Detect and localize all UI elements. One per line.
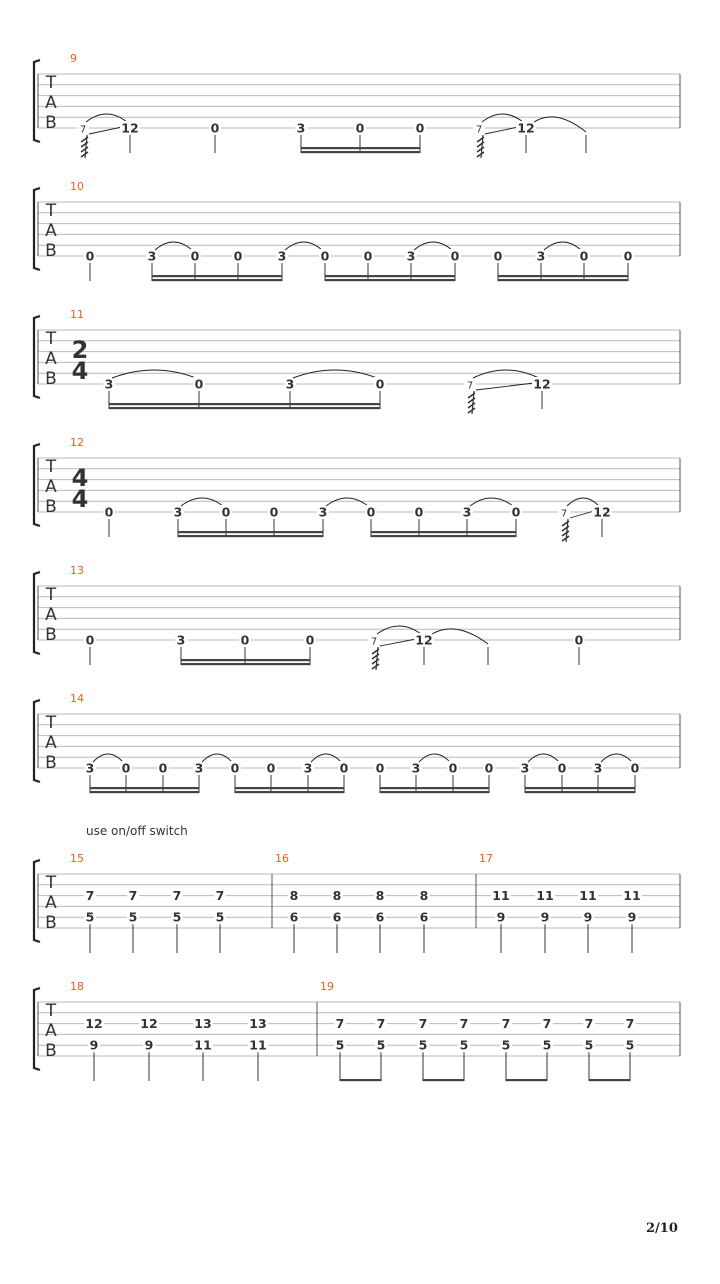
slur	[544, 242, 581, 250]
grace-hatch	[477, 152, 484, 157]
beam	[90, 787, 199, 789]
fret-number: 9	[144, 1037, 154, 1053]
fret-number: 7	[466, 380, 474, 392]
fret-number: 0	[579, 248, 589, 264]
fret-number: 3	[318, 504, 328, 520]
fret-number: 0	[190, 248, 200, 264]
fret-number: 0	[363, 248, 373, 264]
time-signature-numerator: 2	[71, 336, 89, 364]
fret-number: 0	[339, 760, 349, 776]
beam	[152, 275, 282, 277]
fret-number: 5	[172, 909, 182, 925]
fret-number: 0	[623, 248, 633, 264]
slur	[293, 370, 377, 378]
measure-number: 13	[70, 564, 84, 577]
fret-number: 11	[623, 888, 641, 904]
fret-number: 0	[85, 248, 95, 264]
fret-number: 0	[240, 632, 250, 648]
annotation-use-on-off-switch: use on/off switch	[86, 824, 188, 838]
beam	[371, 531, 516, 533]
fret-number: 11	[579, 888, 597, 904]
slur	[528, 754, 559, 762]
fret-number: 5	[625, 1037, 635, 1053]
tab-clef-letter-t: T	[45, 873, 57, 893]
measure-number: 9	[70, 52, 77, 65]
fret-number: 0	[121, 760, 131, 776]
fret-number: 3	[536, 248, 546, 264]
fret-number: 0	[85, 632, 95, 648]
beam	[589, 1079, 630, 1081]
fret-number: 3	[303, 760, 313, 776]
slur	[326, 498, 368, 506]
measure-number: 12	[70, 436, 84, 449]
fret-number: 9	[627, 909, 637, 925]
slur	[470, 498, 513, 506]
fret-number: 5	[418, 1037, 428, 1053]
grace-hatch	[81, 147, 88, 152]
measure-number: 18	[70, 980, 84, 993]
fret-number: 3	[194, 760, 204, 776]
tab-clef-letter-t: T	[45, 713, 57, 733]
fret-number: 12	[415, 632, 433, 648]
fret-number: 7	[128, 888, 138, 904]
fret-number: 7	[625, 1016, 635, 1032]
tab-clef-letter-a: A	[45, 349, 57, 369]
beam	[235, 787, 344, 789]
beam	[380, 791, 489, 793]
fret-number: 0	[415, 120, 425, 136]
fret-number: 3	[406, 248, 416, 264]
fret-number: 8	[375, 888, 385, 904]
tab-clef-letter-t: T	[45, 201, 57, 221]
slur	[473, 370, 539, 378]
grace-hatch	[562, 526, 569, 531]
beam	[109, 403, 380, 405]
measure-number: 17	[479, 852, 493, 865]
fret-number: 11	[492, 888, 510, 904]
beam	[152, 279, 282, 281]
fret-number: 12	[85, 1016, 103, 1032]
system-bracket	[34, 860, 40, 942]
grace-hatch	[477, 147, 484, 152]
system-bracket	[34, 188, 40, 270]
fret-number: 5	[501, 1037, 511, 1053]
tab-clef-letter-b: B	[45, 625, 57, 645]
fret-number: 5	[215, 909, 225, 925]
tab-clef-letter-a: A	[45, 221, 57, 241]
fret-number: 7	[475, 124, 483, 136]
slur	[414, 242, 452, 250]
fret-number: 0	[210, 120, 220, 136]
fret-number: 3	[285, 376, 295, 392]
fret-number: 5	[128, 909, 138, 925]
grace-hatch	[562, 536, 569, 541]
fret-number: 3	[411, 760, 421, 776]
fret-number: 0	[375, 760, 385, 776]
tab-clef-letter-b: B	[45, 113, 57, 133]
fret-number: 0	[305, 632, 315, 648]
beam	[423, 1079, 464, 1081]
fret-number: 7	[370, 636, 378, 648]
slur	[93, 754, 123, 762]
measure-number: 19	[320, 980, 334, 993]
fret-number: 0	[320, 248, 330, 264]
beam	[506, 1079, 547, 1081]
fret-number: 0	[484, 760, 494, 776]
fret-number: 3	[173, 504, 183, 520]
tab-clef-letter-t: T	[45, 73, 57, 93]
fret-number: 0	[630, 760, 640, 776]
fret-number: 6	[289, 909, 299, 925]
fret-number: 7	[85, 888, 95, 904]
fret-number: 0	[221, 504, 231, 520]
fret-number: 9	[540, 909, 550, 925]
tab-clef-letter-t: T	[45, 457, 57, 477]
fret-number: 3	[277, 248, 287, 264]
slur	[285, 242, 322, 250]
fret-number: 0	[194, 376, 204, 392]
measure-number: 14	[70, 692, 84, 705]
fret-number: 3	[147, 248, 157, 264]
fret-number: 5	[376, 1037, 386, 1053]
beam	[498, 275, 628, 277]
beam	[371, 535, 516, 537]
system-bracket	[34, 700, 40, 782]
tab-clef-letter-b: B	[45, 1041, 57, 1061]
time-signature-denominator: 4	[71, 357, 89, 385]
fret-number: 8	[332, 888, 342, 904]
fret-number: 12	[533, 376, 551, 392]
fret-number: 3	[593, 760, 603, 776]
grace-hatch	[562, 531, 569, 536]
slur	[311, 754, 341, 762]
fret-number: 7	[584, 1016, 594, 1032]
grace-hatch	[372, 659, 379, 664]
system-bracket	[34, 60, 40, 142]
grace-hatch	[468, 408, 475, 413]
fret-number: 6	[375, 909, 385, 925]
slur	[202, 754, 232, 762]
beam	[325, 275, 455, 277]
slur	[181, 498, 223, 506]
fret-number: 7	[459, 1016, 469, 1032]
fret-number: 5	[584, 1037, 594, 1053]
slur	[601, 754, 632, 762]
fret-number: 7	[376, 1016, 386, 1032]
fret-number: 11	[536, 888, 554, 904]
beam	[181, 659, 310, 661]
fret-number: 11	[249, 1037, 267, 1053]
fret-number: 0	[511, 504, 521, 520]
fret-number: 12	[593, 504, 611, 520]
fret-number: 12	[517, 120, 535, 136]
measure-number: 16	[275, 852, 289, 865]
tab-clef-letter-t: T	[45, 585, 57, 605]
tab-clef-letter-t: T	[45, 1001, 57, 1021]
beam	[340, 1079, 381, 1081]
slur	[112, 370, 196, 378]
beam	[525, 787, 635, 789]
time-signature-denominator: 4	[71, 485, 89, 513]
fret-number: 9	[583, 909, 593, 925]
slur	[155, 242, 192, 250]
fret-number: 0	[414, 504, 424, 520]
fret-number: 0	[158, 760, 168, 776]
system-bracket	[34, 988, 40, 1070]
beam	[235, 791, 344, 793]
fret-number: 13	[249, 1016, 267, 1032]
fret-number: 0	[355, 120, 365, 136]
tab-clef-letter-a: A	[45, 605, 57, 625]
fret-number: 0	[557, 760, 567, 776]
measure-number: 10	[70, 180, 84, 193]
tab-clef-letter-b: B	[45, 913, 57, 933]
fret-number: 9	[89, 1037, 99, 1053]
system-bracket	[34, 316, 40, 398]
fret-number: 7	[172, 888, 182, 904]
fret-number: 3	[85, 760, 95, 776]
measure-number: 15	[70, 852, 84, 865]
fret-number: 8	[289, 888, 299, 904]
fret-number: 3	[520, 760, 530, 776]
system-bracket	[34, 444, 40, 526]
fret-number: 0	[493, 248, 503, 264]
fret-number: 5	[335, 1037, 345, 1053]
fret-number: 5	[85, 909, 95, 925]
tab-clef-letter-a: A	[45, 1021, 57, 1041]
fret-number: 7	[335, 1016, 345, 1032]
fret-number: 0	[269, 504, 279, 520]
fret-number: 7	[215, 888, 225, 904]
fret-number: 5	[542, 1037, 552, 1053]
grace-hatch	[372, 654, 379, 659]
fret-number: 0	[233, 248, 243, 264]
fret-number: 0	[448, 760, 458, 776]
fret-number: 8	[419, 888, 429, 904]
beam	[301, 147, 420, 149]
fret-number: 0	[230, 760, 240, 776]
fret-number: 9	[496, 909, 506, 925]
fret-number: 6	[419, 909, 429, 925]
slur	[419, 754, 450, 762]
fret-number: 5	[459, 1037, 469, 1053]
tab-clef-letter-b: B	[45, 497, 57, 517]
tab-clef-letter-t: T	[45, 329, 57, 349]
grace-hatch	[372, 664, 379, 669]
grace-hatch	[81, 142, 88, 147]
fret-number: 12	[140, 1016, 158, 1032]
beam	[178, 535, 323, 537]
tab-clef-letter-a: A	[45, 893, 57, 913]
beam	[181, 663, 310, 665]
fret-number: 3	[296, 120, 306, 136]
tie	[432, 629, 488, 644]
fret-number: 7	[418, 1016, 428, 1032]
fret-number: 13	[194, 1016, 212, 1032]
tab-clef-letter-a: A	[45, 93, 57, 113]
page-number: 2/10	[646, 1221, 678, 1236]
fret-number: 0	[450, 248, 460, 264]
tab-clef-letter-b: B	[45, 369, 57, 389]
beam	[498, 279, 628, 281]
fret-number: 0	[104, 504, 114, 520]
tab-clef-letter-b: B	[45, 241, 57, 261]
fret-number: 3	[462, 504, 472, 520]
time-signature-numerator: 4	[71, 464, 89, 492]
fret-number: 7	[501, 1016, 511, 1032]
grace-hatch	[81, 152, 88, 157]
tab-clef-letter-b: B	[45, 753, 57, 773]
fret-number: 0	[375, 376, 385, 392]
beam	[109, 407, 380, 409]
fret-number: 3	[104, 376, 114, 392]
beam	[325, 279, 455, 281]
beam	[90, 791, 199, 793]
tab-clef-letter-a: A	[45, 733, 57, 753]
measure-number: 11	[70, 308, 84, 321]
beam	[525, 791, 635, 793]
fret-number: 6	[332, 909, 342, 925]
fret-number: 7	[560, 508, 568, 520]
fret-number: 7	[542, 1016, 552, 1032]
system-bracket	[34, 572, 40, 654]
fret-number: 12	[121, 120, 139, 136]
beam	[380, 787, 489, 789]
beam	[301, 151, 420, 153]
grace-hatch	[477, 142, 484, 147]
grace-hatch	[468, 403, 475, 408]
fret-number: 0	[574, 632, 584, 648]
fret-number: 0	[366, 504, 376, 520]
fret-number: 0	[266, 760, 276, 776]
tab-clef-letter-a: A	[45, 477, 57, 497]
fret-number: 11	[194, 1037, 212, 1053]
beam	[178, 531, 323, 533]
fret-number: 7	[79, 124, 87, 136]
tie	[534, 117, 586, 132]
fret-number: 3	[176, 632, 186, 648]
grace-hatch	[468, 398, 475, 403]
